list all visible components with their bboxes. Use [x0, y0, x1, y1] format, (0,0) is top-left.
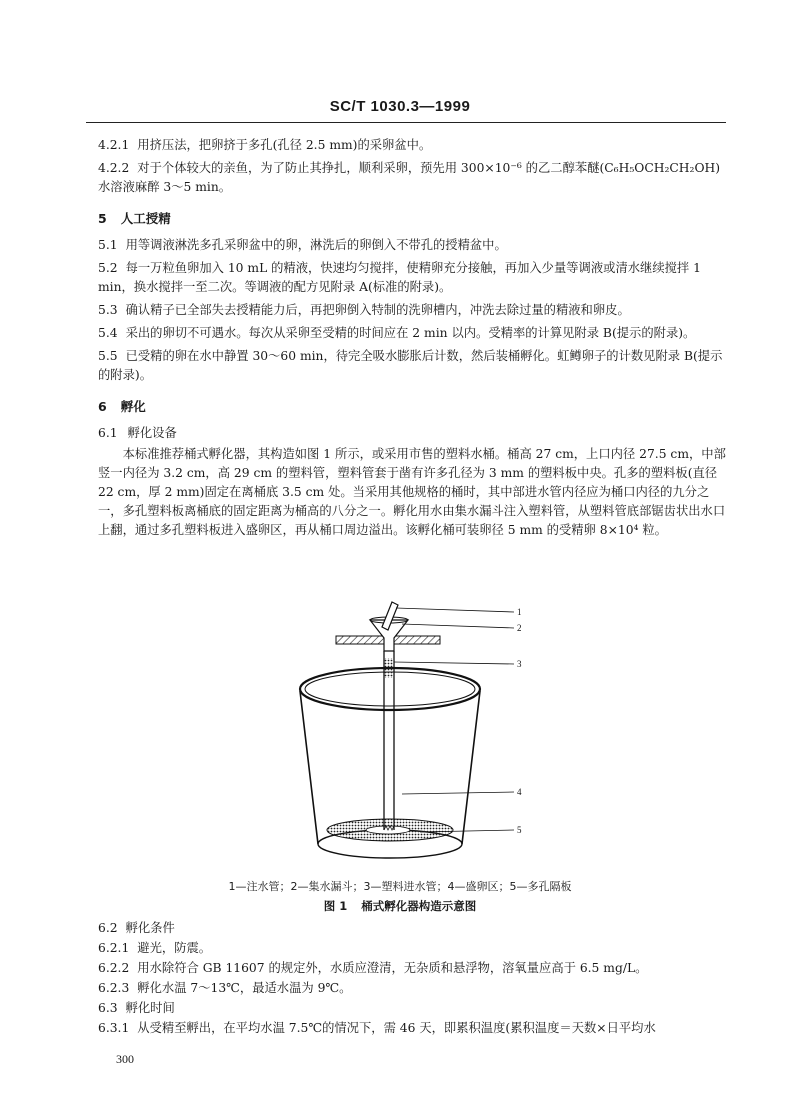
subsection-6-1-heading	[98, 424, 728, 443]
callout-3: 3	[517, 659, 522, 669]
section-5-heading	[98, 209, 728, 228]
clause-text: 孵化水温 7～13℃，最适水温为 9℃。	[137, 981, 352, 995]
clause-text: 采出的卵切不可遇水。每次从采卵至受精的时间应在 2 min 以内。受精率的计算见附录 B(提示的附录)。	[125, 326, 696, 340]
section-6-heading	[98, 397, 728, 416]
section-number: 5	[98, 211, 107, 226]
clause-6-2-2	[98, 958, 728, 978]
header-rule	[86, 122, 726, 123]
figure-title: 桶式孵化器构造示意图	[361, 899, 477, 913]
clause-text: 用挤压法，把卵挤于多孔(孔径 2.5 mm)的采卵盆中。	[137, 138, 432, 152]
subsection-title: 孵化设备	[127, 426, 177, 440]
clause-number: 4.2.2	[98, 161, 130, 175]
clause-text: 用等调液淋洗多孔采卵盆中的卵，淋洗后的卵倒入不带孔的授精盆中。	[125, 238, 507, 252]
clause-6-3-1	[98, 1018, 728, 1038]
clause-number: 5.4	[98, 326, 118, 340]
figure-caption	[0, 898, 800, 914]
inlet-pipe	[384, 651, 394, 830]
clause-5-2	[98, 259, 728, 297]
clause-6-2-3	[98, 978, 728, 998]
clause-number: 6.3	[98, 1001, 118, 1015]
callout-2: 2	[517, 623, 522, 633]
clause-number: 5.1	[98, 238, 118, 252]
figure-number: 图 1	[323, 899, 348, 913]
clause-5-1	[98, 236, 728, 255]
callout-1: 1	[517, 607, 522, 617]
clause-text: 对于个体较大的亲鱼，为了防止其挣扎，顺利采卵，预先用 300×10⁻⁶ 的乙二醇苯醚(C₆H₅OCH₂CH₂OH)水溶液麻醉 3～5 min。	[98, 161, 721, 194]
clause-number: 6.2	[98, 921, 118, 935]
clause-6-2	[98, 918, 728, 938]
clause-5-5	[98, 347, 728, 385]
clause-4-2-1	[98, 136, 728, 155]
clause-number: 5.5	[98, 349, 118, 363]
body-text	[98, 136, 728, 544]
figure-legend: 1—注水管；2—集水漏斗；3—塑料进水管；4—盛卵区；5—多孔隔板	[228, 880, 572, 893]
section-title: 孵化	[120, 399, 146, 414]
clause-text: 已受精的卵在水中静置 30～60 min，待完全吸水膨胀后计数，然后装桶孵化。虹鳟卵子的计数见附录 B(提示的附录)。	[98, 349, 723, 382]
callout-5: 5	[517, 825, 522, 835]
clause-number: 5.2	[98, 261, 118, 275]
subsection-number: 6.1	[98, 426, 118, 440]
incubator-diagram	[270, 596, 540, 881]
clause-text: 每一万粒鱼卵加入 10 mL 的精液，快速均匀搅拌，使精卵充分接触，再加入少量等调液或清水继续搅拌 1 min，换水搅拌一至二次。等调液的配方见附录 A(标准的附录)。	[98, 261, 701, 294]
clause-text: 孵化条件	[125, 921, 175, 935]
incubator-description: 本标准推荐桶式孵化器，其构造如图 1 所示，或采用市售的塑料水桶。桶高 27 cm，上口内径 27.5 cm，中部竖一内径为 3.2 cm，高 29 cm 的塑料管，塑料管套于凿有许多孔径为 3 mm 的塑料板中央。孔多的塑料板(直径 22 cm，厚 2 mm)固定在离桶底 3.5 cm 处。当采用其他规格的桶时，其中部进水管内径应为桶口内径的九分之一，多孔塑料板离桶底的固定距离为桶高的八分之一。孵化用水由集水漏斗注入塑料管，从塑料管底部锯齿状出水口上翻，通过多孔塑料板进入盛卵区，再从桶口周边溢出。该孵化桶可装卵径 5 mm 的受精卵 8×10⁴ 粒。	[98, 447, 726, 537]
perforated-plate	[327, 819, 453, 841]
clause-5-3	[98, 301, 728, 320]
clause-number: 6.2.3	[98, 981, 130, 995]
clause-number: 6.2.1	[98, 941, 130, 955]
clause-6-2-1	[98, 938, 728, 958]
clause-number: 5.3	[98, 303, 118, 317]
incubation-conditions	[98, 918, 728, 1038]
clause-4-2-2	[98, 159, 728, 197]
clause-5-4	[98, 324, 728, 343]
clause-text: 从受精至孵出，在平均水温 7.5℃的情况下，需 46 天，即累积温度(累积温度＝天数×日平均水	[137, 1021, 656, 1035]
clause-text: 用水除符合 GB 11607 的规定外，水质应澄清，无杂质和悬浮物，溶氧量应高于 6.5 mg/L。	[137, 961, 648, 975]
clause-number: 6.2.2	[98, 961, 130, 975]
clause-text: 避光，防震。	[137, 941, 212, 955]
section-title: 人工授精	[120, 211, 171, 226]
section-number: 6	[98, 399, 107, 414]
clause-number: 6.3.1	[98, 1021, 130, 1035]
clause-text: 孵化时间	[125, 1001, 175, 1015]
incubator-figure	[270, 596, 540, 881]
clause-number: 4.2.1	[98, 138, 130, 152]
callout-4: 4	[517, 787, 522, 797]
standard-code: SC/T 1030.3—1999	[329, 98, 471, 115]
clause-6-3	[98, 998, 728, 1018]
page-number: 300	[116, 1052, 134, 1066]
clause-text: 确认精子已全部失去授精能力后，再把卵倒入特制的洗卵槽内，冲洗去除过量的精液和卵皮。	[125, 303, 630, 317]
